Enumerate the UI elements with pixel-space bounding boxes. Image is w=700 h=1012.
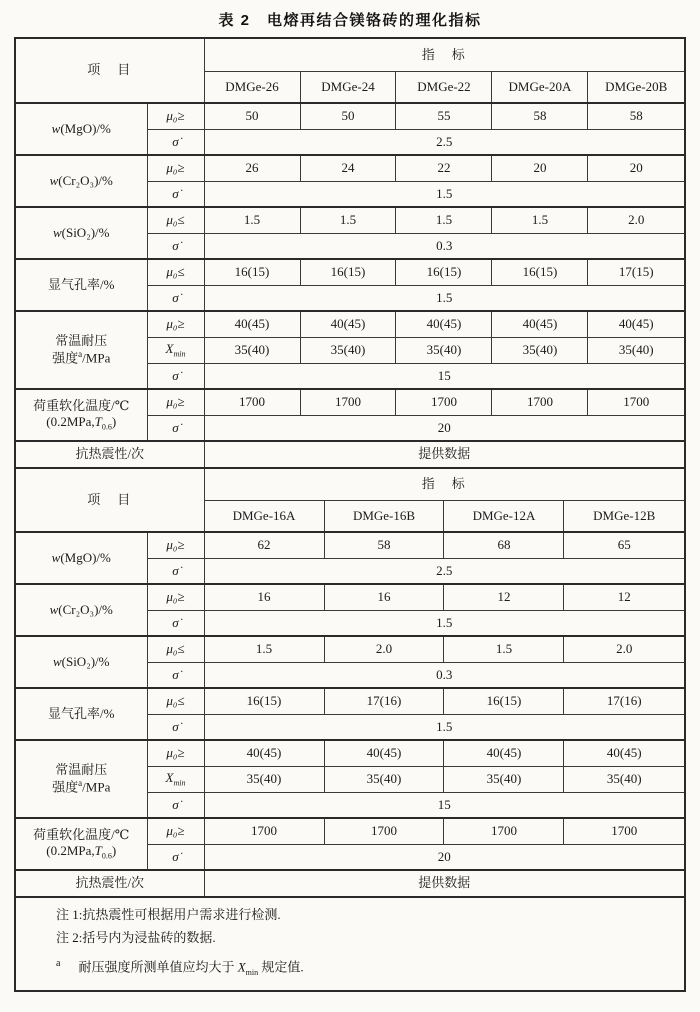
row-label-sio2: w(SiO₂)/% bbox=[16, 636, 147, 688]
value-cell: 1700 bbox=[564, 818, 684, 844]
value-cell: 50 bbox=[300, 103, 396, 129]
value-cell: 35(40) bbox=[564, 766, 684, 792]
value-cell: 16(15) bbox=[300, 259, 396, 285]
row-label-rul bbox=[16, 389, 147, 441]
note-1: 注 1:抗热震性可根据用户需求进行检测. bbox=[56, 907, 281, 922]
row-label-rul bbox=[16, 818, 147, 870]
table-row bbox=[16, 584, 684, 610]
sigma-value: 20 bbox=[204, 415, 684, 441]
value-cell: 2.0 bbox=[588, 207, 684, 233]
indicator-header: 指 标 bbox=[204, 39, 684, 71]
spec-table-section-2 bbox=[16, 467, 684, 896]
sigma-symbol: σ̇ bbox=[147, 233, 204, 259]
rul-label-line2: $(0.2MPa,T_{0.6})$ bbox=[46, 842, 117, 861]
value-cell: 65 bbox=[564, 532, 684, 558]
row-label-tsr: 抗热震性/次 bbox=[16, 441, 204, 467]
table-row bbox=[16, 532, 684, 558]
sigma-symbol: σ̇ bbox=[147, 363, 204, 389]
value-cell: 26 bbox=[204, 155, 300, 181]
value-cell: 16(15) bbox=[204, 688, 324, 714]
value-cell: 1700 bbox=[324, 818, 444, 844]
item-header: 项 目 bbox=[16, 39, 204, 103]
notes-section bbox=[16, 896, 684, 990]
ccs-label-line1: 常温耐压 bbox=[55, 762, 108, 778]
symbol-cell: μ₀≤ bbox=[147, 688, 204, 714]
table-row bbox=[16, 688, 684, 714]
table-title: 表 2 电熔再结合镁铬砖的理化指标 bbox=[218, 12, 482, 29]
value-cell: 40(45) bbox=[300, 311, 396, 337]
header-row bbox=[16, 39, 684, 71]
table-row bbox=[16, 103, 684, 129]
value-cell: 24 bbox=[300, 155, 396, 181]
value-cell: 55 bbox=[396, 103, 492, 129]
rul-label-line1: 荷重软化温度/℃ bbox=[33, 826, 130, 842]
symbol-cell: μ₀≥ bbox=[147, 584, 204, 610]
value-cell: 1.5 bbox=[204, 207, 300, 233]
value-cell: 16 bbox=[324, 584, 444, 610]
table-row bbox=[16, 441, 684, 467]
sigma-symbol: σ̇ bbox=[147, 610, 204, 636]
spec-table-section-1 bbox=[16, 39, 684, 467]
sigma-value: 0.3 bbox=[204, 662, 684, 688]
value-cell: 16(15) bbox=[396, 259, 492, 285]
sigma-symbol: σ̇ bbox=[147, 844, 204, 870]
value-cell: 2.0 bbox=[564, 636, 684, 662]
value-cell: 17(16) bbox=[564, 688, 684, 714]
table-row bbox=[16, 311, 684, 337]
item-header: 项 目 bbox=[16, 468, 204, 532]
sigma-value: 15 bbox=[204, 363, 684, 389]
model-header: DMGe-12B bbox=[564, 500, 684, 532]
model-header: DMGe-16B bbox=[324, 500, 444, 532]
model-header: DMGe-16A bbox=[204, 500, 324, 532]
row-label-cr2o3: w(Cr₂O₃)/% bbox=[16, 155, 147, 207]
value-cell: 1700 bbox=[396, 389, 492, 415]
symbol-cell: μ₀≥ bbox=[147, 818, 204, 844]
table-row bbox=[16, 155, 684, 181]
sigma-symbol: σ̇ bbox=[147, 558, 204, 584]
row-label-mgo: w(MgO)/% bbox=[16, 532, 147, 584]
row-label-mgo: w(MgO)/% bbox=[16, 103, 147, 155]
table-row bbox=[16, 740, 684, 766]
value-cell: 58 bbox=[588, 103, 684, 129]
table-row bbox=[16, 389, 684, 415]
table-row bbox=[16, 870, 684, 896]
model-header: DMGe-26 bbox=[204, 71, 300, 103]
value-cell: 1.5 bbox=[300, 207, 396, 233]
value-cell: 1.5 bbox=[492, 207, 588, 233]
symbol-cell: μ₀≤ bbox=[147, 259, 204, 285]
tsr-value: 提供数据 bbox=[204, 441, 684, 467]
sigma-value: 2.5 bbox=[204, 558, 684, 584]
value-cell: 20 bbox=[492, 155, 588, 181]
value-cell: 35(40) bbox=[204, 337, 300, 363]
spec-table bbox=[14, 37, 686, 992]
model-header: DMGe-12A bbox=[444, 500, 564, 532]
value-cell: 35(40) bbox=[324, 766, 444, 792]
value-cell: 1.5 bbox=[396, 207, 492, 233]
indicator-header: 指 标 bbox=[204, 468, 684, 500]
value-cell: 40(45) bbox=[324, 740, 444, 766]
value-cell: 17(16) bbox=[324, 688, 444, 714]
sigma-value: 1.5 bbox=[204, 714, 684, 740]
sigma-value: 2.5 bbox=[204, 129, 684, 155]
value-cell: 16(15) bbox=[492, 259, 588, 285]
value-cell: 40(45) bbox=[588, 311, 684, 337]
value-cell: 58 bbox=[492, 103, 588, 129]
value-cell: 1700 bbox=[492, 389, 588, 415]
table-row bbox=[16, 636, 684, 662]
row-label-cr2o3: w(Cr₂O₃)/% bbox=[16, 584, 147, 636]
rul-label-line1: 荷重软化温度/℃ bbox=[33, 397, 130, 413]
value-cell: 1.5 bbox=[204, 636, 324, 662]
xmin-symbol: $X_{min}$ bbox=[147, 766, 204, 792]
sigma-value: 20 bbox=[204, 844, 684, 870]
sigma-value: 1.5 bbox=[204, 610, 684, 636]
ccs-label-line1: 常温耐压 bbox=[55, 333, 108, 349]
value-cell: 2.0 bbox=[324, 636, 444, 662]
value-cell: 1700 bbox=[204, 389, 300, 415]
value-cell: 16 bbox=[204, 584, 324, 610]
value-cell: 1700 bbox=[588, 389, 684, 415]
value-cell: 40(45) bbox=[204, 740, 324, 766]
value-cell: 40(45) bbox=[396, 311, 492, 337]
row-label-sio2: w(SiO₂)/% bbox=[16, 207, 147, 259]
sigma-symbol: σ̇ bbox=[147, 415, 204, 441]
value-cell: 40(45) bbox=[444, 740, 564, 766]
value-cell: 40(45) bbox=[492, 311, 588, 337]
model-header: DMGe-24 bbox=[300, 71, 396, 103]
note-a: $^a$ 耐压强度所测单值应均大于 $X_{min}$ 规定值. bbox=[56, 958, 304, 977]
value-cell: 35(40) bbox=[300, 337, 396, 363]
value-cell: 12 bbox=[564, 584, 684, 610]
model-header: DMGe-22 bbox=[396, 71, 492, 103]
sigma-symbol: σ̇ bbox=[147, 129, 204, 155]
value-cell: 35(40) bbox=[204, 766, 324, 792]
symbol-cell: μ₀≥ bbox=[147, 740, 204, 766]
symbol-cell: μ₀≤ bbox=[147, 207, 204, 233]
sigma-value: 1.5 bbox=[204, 285, 684, 311]
rul-label-line2: $(0.2MPa,T_{0.6})$ bbox=[46, 413, 117, 432]
model-header: DMGe-20A bbox=[492, 71, 588, 103]
value-cell: 35(40) bbox=[588, 337, 684, 363]
value-cell: 68 bbox=[444, 532, 564, 558]
sigma-symbol: σ̇ bbox=[147, 181, 204, 207]
value-cell: 58 bbox=[324, 532, 444, 558]
sigma-symbol: σ̇ bbox=[147, 792, 204, 818]
value-cell: 1700 bbox=[444, 818, 564, 844]
row-label-ccs bbox=[16, 311, 147, 389]
table-row bbox=[16, 818, 684, 844]
sigma-value: 1.5 bbox=[204, 181, 684, 207]
value-cell: 50 bbox=[204, 103, 300, 129]
ccs-label-line2: 强度$^a$/MPa bbox=[52, 778, 111, 795]
row-label-tsr: 抗热震性/次 bbox=[16, 870, 204, 896]
value-cell: 17(15) bbox=[588, 259, 684, 285]
table-row bbox=[16, 259, 684, 285]
value-cell: 20 bbox=[588, 155, 684, 181]
value-cell: 35(40) bbox=[396, 337, 492, 363]
table-row bbox=[16, 207, 684, 233]
model-header: DMGe-20B bbox=[588, 71, 684, 103]
value-cell: 1700 bbox=[204, 818, 324, 844]
sigma-symbol: σ̇ bbox=[147, 714, 204, 740]
value-cell: 1700 bbox=[300, 389, 396, 415]
ccs-label-line2: 强度$^a$/MPa bbox=[52, 349, 111, 366]
row-label-ccs bbox=[16, 740, 147, 818]
header-row bbox=[16, 468, 684, 500]
symbol-cell: μ₀≥ bbox=[147, 532, 204, 558]
value-cell: 1.5 bbox=[444, 636, 564, 662]
value-cell: 16(15) bbox=[204, 259, 300, 285]
symbol-cell: μ₀≤ bbox=[147, 636, 204, 662]
sigma-value: 0.3 bbox=[204, 233, 684, 259]
symbol-cell: μ₀≥ bbox=[147, 155, 204, 181]
note-2: 注 2:括号内为浸盐砖的数据. bbox=[56, 930, 216, 945]
symbol-cell: μ₀≥ bbox=[147, 311, 204, 337]
value-cell: 12 bbox=[444, 584, 564, 610]
sigma-symbol: σ̇ bbox=[147, 285, 204, 311]
symbol-cell: μ₀≥ bbox=[147, 103, 204, 129]
value-cell: 62 bbox=[204, 532, 324, 558]
value-cell: 40(45) bbox=[564, 740, 684, 766]
sigma-value: 15 bbox=[204, 792, 684, 818]
row-label-porosity: 显气孔率/% bbox=[16, 259, 147, 311]
value-cell: 16(15) bbox=[444, 688, 564, 714]
row-label-porosity: 显气孔率/% bbox=[16, 688, 147, 740]
value-cell: 35(40) bbox=[444, 766, 564, 792]
xmin-symbol: $X_{min}$ bbox=[147, 337, 204, 363]
tsr-value: 提供数据 bbox=[204, 870, 684, 896]
value-cell: 40(45) bbox=[204, 311, 300, 337]
symbol-cell: μ₀≥ bbox=[147, 389, 204, 415]
value-cell: 35(40) bbox=[492, 337, 588, 363]
sigma-symbol: σ̇ bbox=[147, 662, 204, 688]
value-cell: 22 bbox=[396, 155, 492, 181]
